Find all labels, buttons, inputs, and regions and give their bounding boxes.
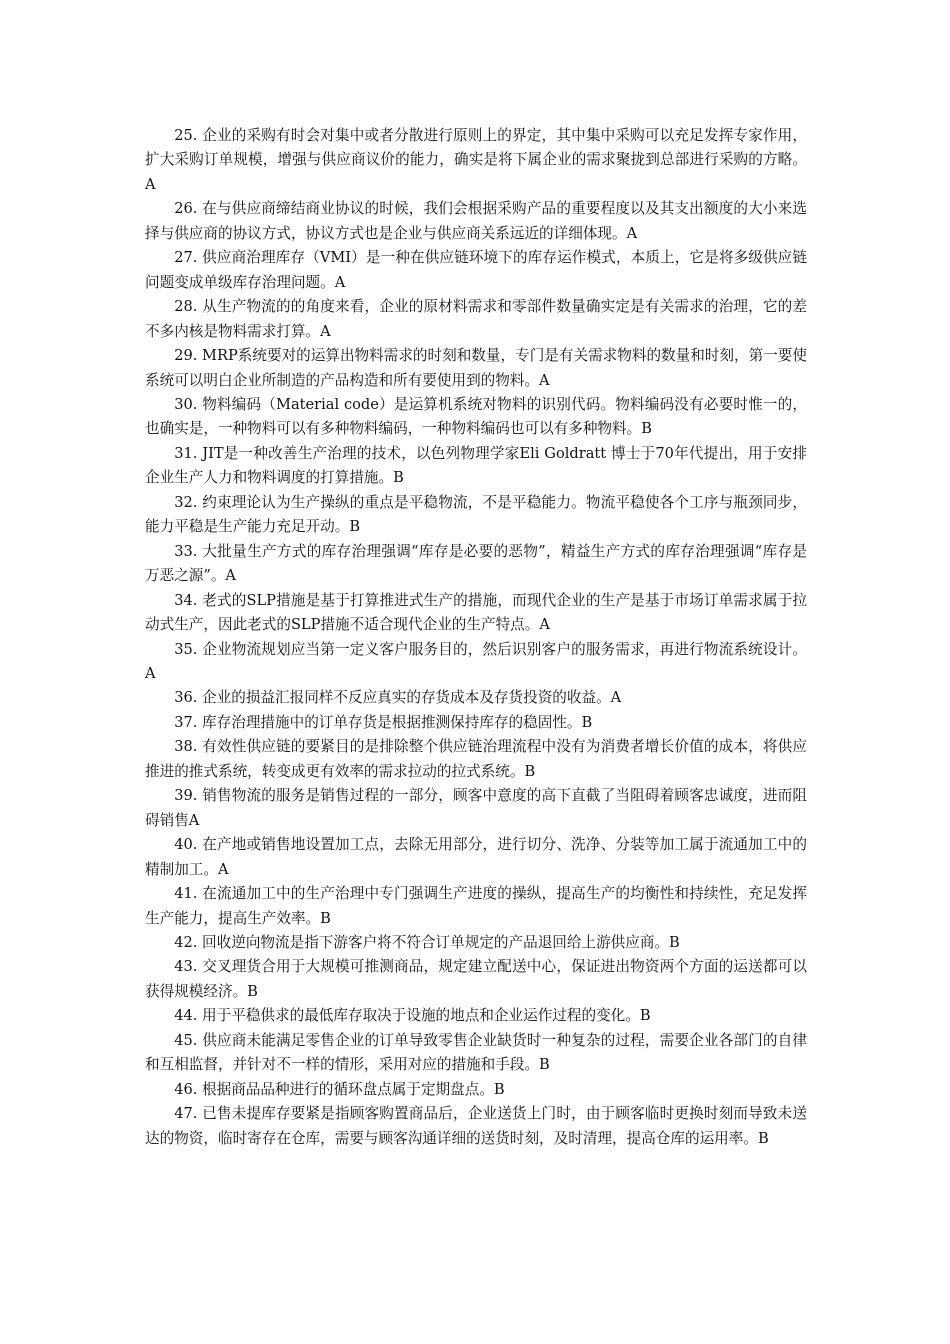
question-36: 36. 企业的损益汇报同样不反应真实的存货成本及存货投资的收益。A xyxy=(174,689,622,707)
question-35: 35. 企业物流规划应当第一定义客户服务目的，然后识别客户的服务需求，再进行物流系统设计。A xyxy=(145,640,807,682)
question-25: 25. 企业的采购有时会对集中或者分散进行原则上的界定，其中集中采购可以充足发挥专家作用，扩大采购订单规模，增强与供应商议价的能力，确实是将下属企业的需求聚拢到总部进行采购的方略。A xyxy=(145,127,807,193)
question-27: 27. 供应商治理库存（VMI）是一种在供应链环境下的库存运作模式，本质上，它是将多级供应链问题变成单级库存治理问题。A xyxy=(145,249,807,291)
question-46: 46. 根据商品品种进行的循环盘点属于定期盘点。B xyxy=(174,1080,505,1098)
question-29: 29. MRP系统要对的运算出物料需求的时刻和数量，专门是有关需求物料的数量和时刻，第一要使系统可以明白企业所制造的产品构造和所有要使用到的物料。A xyxy=(145,347,807,389)
question-45: 45. 供应商未能满足零售企业的订单导致零售企业缺货时一种复杂的过程，需要企业各部门的自律和互相监督，并针对不一样的情形，采用对应的措施和手段。B xyxy=(145,1031,807,1074)
question-43: 43. 交叉理货合用于大规模可推测商品，规定建立配送中心，保证进出物资两个方面的运送都可以获得规模经济。B xyxy=(145,958,807,1000)
question-28: 28. 从生产物流的的角度来看，企业的原材料需求和零部件数量确实定是有关需求的治理，它的差不多内核是物料需求打算。A xyxy=(145,298,807,340)
question-26: 26. 在与供应商缔结商业协议的时候，我们会根据采购产品的重要程度以及其支出额度的大小来选择与供应商的协议方式，协议方式也是企业与供应商关系远近的详细体现。A xyxy=(145,200,807,242)
question-38: 38. 有效性供应链的要紧目的是排除整个供应链治理流程中没有为消费者增长价值的成本，将供应推进的推式系统，转变成更有效率的需求拉动的拉式系统。B xyxy=(145,738,807,780)
question-33: 33. 大批量生产方式的库存治理强调“库存是必要的恶物”，精益生产方式的库存治理强调“库存是万恶之源”。A xyxy=(145,542,807,585)
question-42: 42. 回收逆向物流是指下游客户将不符合订单规定的产品退回给上游供应商。B xyxy=(174,933,680,951)
question-32: 32. 约束理论认为生产操纵的重点是平稳物流，不是平稳能力。物流平稳使各个工序与瓶颈同步，能力平稳是生产能力充足开动。B xyxy=(145,493,807,536)
question-39: 39. 销售物流的服务是销售过程的一部分，顾客中意度的高下直截了当阻碍着顾客忠诚度，进而阻碍销售A xyxy=(145,787,807,829)
question-31: 31. JIT是一种改善生产治理的技术，以色列物理学家Eli Goldratt 博士于70年代提出，用于安排企业生产人力和物料调度的打算措施。B xyxy=(145,444,807,487)
document-body xyxy=(145,124,807,1151)
question-41: 41. 在流通加工中的生产治理中专门强调生产进度的操纵，提高生产的均衡性和持续性，充足发挥生产能力，提高生产效率。B xyxy=(145,885,807,927)
question-34: 34. 老式的SLP措施是基于打算推进式生产的措施，而现代企业的生产是基于市场订单需求属于拉动式生产，因此老式的SLP措施不适合现代企业的生产特点。A xyxy=(145,591,807,634)
question-47: 47. 已售未提库存要紧是指顾客购置商品后，企业送货上门时，由于顾客临时更换时刻而导致未送达的物资，临时寄存在仓库，需要与顾客沟通详细的送货时刻，及时清理，提高仓库的运用率。B xyxy=(145,1105,807,1147)
question-44: 44. 用于平稳供求的最低库存取决于设施的地点和企业运作过程的变化。B xyxy=(174,1007,651,1025)
question-37: 37. 库存治理措施中的订单存货是根据推测保持库存的稳固性。B xyxy=(174,713,593,731)
question-30: 30. 物料编码（Material code）是运算机系统对物料的识别代码。物料编码没有必要时惟一的，也确实是，一种物料可以有多种物料编码，一种物料编码也可以有多种物料。B xyxy=(145,395,807,438)
question-40: 40. 在产地或销售地设置加工点，去除无用部分，进行切分、洗净、分装等加工属于流通加工中的精制加工。A xyxy=(145,836,807,878)
